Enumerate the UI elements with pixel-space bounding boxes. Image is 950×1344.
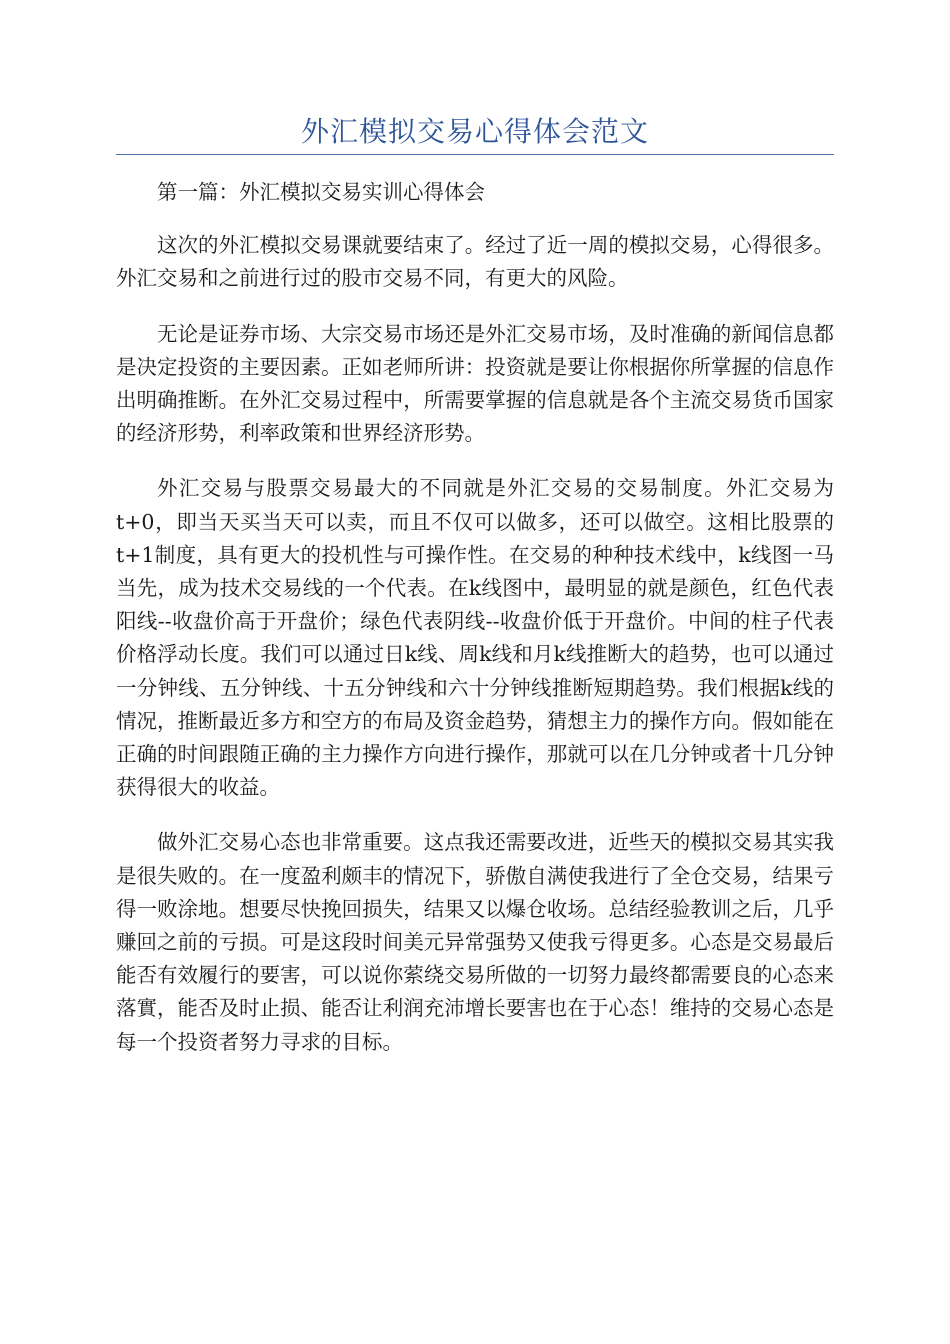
paragraph: 做外汇交易心态也非常重要。这点我还需要改进，近些天的模拟交易其实我是很失败的。在一度盈利颇丰的情况下，骄傲自满使我进行了全仓交易，结果亏得一败涂地。想要尽快挽回损失，结果又以爆仓收场。总结经验教训之后，几乎赚回之前的亏损。可是这段时间美元异常强势又使我亏得更多。心态是交易最后能否有效履行的要害，可以说你萦绕交易所做的一切努力最终都需要良的心态来落實，能否及时止损、能否让利润充沛增长要害也在于心态！维持的交易心态是每一个投资者努力寻求的目标。: [116, 830, 834, 1054]
paragraph: 外汇交易与股票交易最大的不同就是外汇交易的交易制度。外汇交易为t+0，即当天买当天可以卖，而且不仅可以做多，还可以做空。这相比股票的t+1制度，具有更大的投机性与可操作性。在交易的种种技术线中，k线图一马当先，成为技术交易线的一个代表。在k线图中，最明显的就是颜色，红色代表阳线--收盘价高于开盘价；绿色代表阴线--收盘价低于开盘价。中间的柱子代表价格浮动长度。我们可以通过日k线、周k线和月k线推断大的趋势，也可以通过一分钟线、五分钟线、十五分钟线和六十分钟线推断短期趋势。我们根据k线的情况，推断最近多方和空方的布局及资金趋势，猜想主力的操作方向。假如能在正确的时间跟随正确的主力操作方向进行操作，那就可以在几分钟或者十几分钟获得很大的收益。: [116, 476, 834, 800]
document-title: 外汇模拟交易心得体会范文: [300, 115, 649, 148]
title-divider: [116, 154, 834, 155]
paragraph: 这次的外汇模拟交易课就要结束了。经过了近一周的模拟交易，心得很多。外汇交易和之前进行过的股市交易不同，有更大的风险。: [116, 233, 834, 291]
section-heading: 第一篇：外汇模拟交易实训心得体会: [157, 180, 485, 204]
document-body: [116, 176, 834, 1081]
paragraph: 无论是证券市场、大宗交易市场还是外汇交易市场，及时准确的新闻信息都是决定投资的主要因素。正如老师所讲：投资就是要让你根据你所掌握的信息作出明确推断。在外汇交易过程中，所需要掌握的信息就是各个主流交易货币国家的经济形势，利率政策和世界经济形势。: [116, 321, 834, 446]
